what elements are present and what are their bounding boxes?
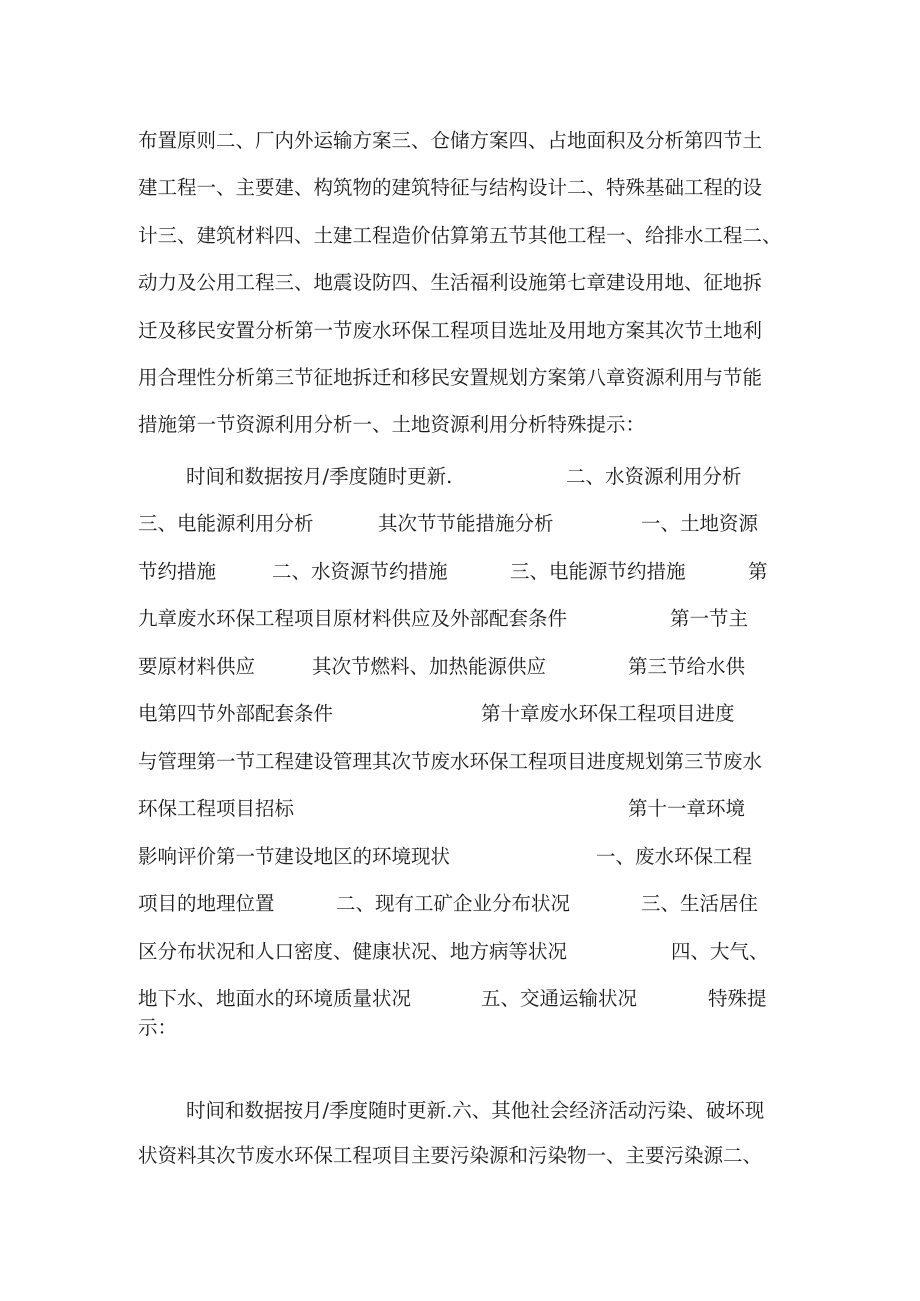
text-segment: 二、现有工矿企业分布状况 — [336, 892, 571, 915]
text-line — [0, 509, 920, 539]
text-segment: 第一节主 — [670, 607, 749, 630]
text-segment: 三、电能源节约措施 — [510, 560, 686, 583]
text-line — [0, 126, 920, 156]
text-segment: 与管理第一节工程建设管理其次节废水环保工程项目进度规划第三节废水 — [138, 750, 763, 773]
text-segment: 影响评价第一节建设地区的环境现状 — [138, 845, 451, 868]
text-segment: 特殊提 — [708, 987, 767, 1010]
text-segment: 三、生活居住 — [641, 892, 759, 915]
text-line — [0, 984, 920, 1014]
text-line — [0, 462, 920, 492]
text-segment: 第十一章环境 — [628, 797, 746, 820]
text-segment: 二、水资源节约措施 — [272, 560, 448, 583]
text-segment: 第三节给水供 — [628, 655, 746, 678]
text-line — [0, 794, 920, 824]
text-segment: 项目的地理位置 — [138, 892, 275, 915]
text-line — [0, 747, 920, 777]
text-segment: 一、废水环保工程 — [596, 845, 753, 868]
text-segment: 三、电能源利用分析 — [138, 512, 314, 535]
text-line — [0, 1096, 920, 1126]
text-segment: 第十章废水环保工程项目进度 — [481, 702, 735, 725]
text-line — [0, 316, 920, 346]
text-segment: 时间和数据按月/季度随时更新.六、其他社会经济活动污染、破坏现 — [186, 1099, 765, 1122]
text-segment: 计三、建筑材料四、土建工程造价估算第五节其他工程一、给排水工程二、 — [138, 224, 782, 247]
text-line — [0, 363, 920, 393]
text-segment: 其次节燃料、加热能源供应 — [312, 655, 547, 678]
text-segment: 区分布状况和人口密度、健康状况、地方病等状况 — [138, 940, 568, 963]
text-line — [0, 1141, 920, 1171]
text-segment: 措施第一节资源利用分析一、土地资源利用分析特殊提示： — [138, 413, 646, 436]
text-line — [0, 1013, 920, 1043]
text-segment: 九章废水环保工程项目原材料供应及外部配套条件 — [138, 607, 568, 630]
text-segment: 节约措施 — [138, 560, 217, 583]
text-line — [0, 410, 920, 440]
text-segment: 要原材料供应 — [138, 655, 256, 678]
text-segment: 示： — [138, 1016, 178, 1039]
text-line — [0, 652, 920, 682]
text-segment: 建工程一、主要建、构筑物的建筑特征与结构设计二、特殊基础工程的设 — [138, 176, 763, 199]
text-line — [0, 842, 920, 872]
text-segment: 时间和数据按月/季度随时更新. — [186, 465, 453, 488]
text-segment: 一、土地资源 — [641, 512, 759, 535]
text-segment: 第 — [748, 560, 768, 583]
text-segment: 动力及公用工程三、地震设防四、生活福利设施第七章建设用地、征地拆 — [138, 271, 763, 294]
text-segment: 迁及移民安置分析第一节废水环保工程项目选址及用地方案其次节土地利 — [138, 319, 763, 342]
text-line — [0, 221, 920, 251]
text-segment: 电第四节外部配套条件 — [138, 702, 334, 725]
text-line — [0, 268, 920, 298]
text-line — [0, 699, 920, 729]
text-line — [0, 937, 920, 967]
text-line — [0, 889, 920, 919]
text-segment: 二、水资源利用分析 — [566, 465, 742, 488]
text-segment: 其次节节能措施分析 — [378, 512, 554, 535]
text-line — [0, 604, 920, 634]
text-segment: 布置原则二、厂内外运输方案三、仓储方案四、占地面积及分析第四节土 — [138, 129, 763, 152]
text-segment: 地下水、地面水的环境质量状况 — [138, 987, 412, 1010]
text-line — [0, 557, 920, 587]
text-line — [0, 173, 920, 203]
text-segment: 五、交通运输状况 — [481, 987, 638, 1010]
text-segment: 环保工程项目招标 — [138, 797, 295, 820]
text-segment: 四、大气、 — [671, 940, 769, 963]
text-segment: 用合理性分析第三节征地拆迁和移民安置规划方案第八章资源利用与节能 — [138, 366, 763, 389]
text-segment: 状资料其次节废水环保工程项目主要污染源和污染物一、主要污染源二、 — [138, 1144, 763, 1167]
